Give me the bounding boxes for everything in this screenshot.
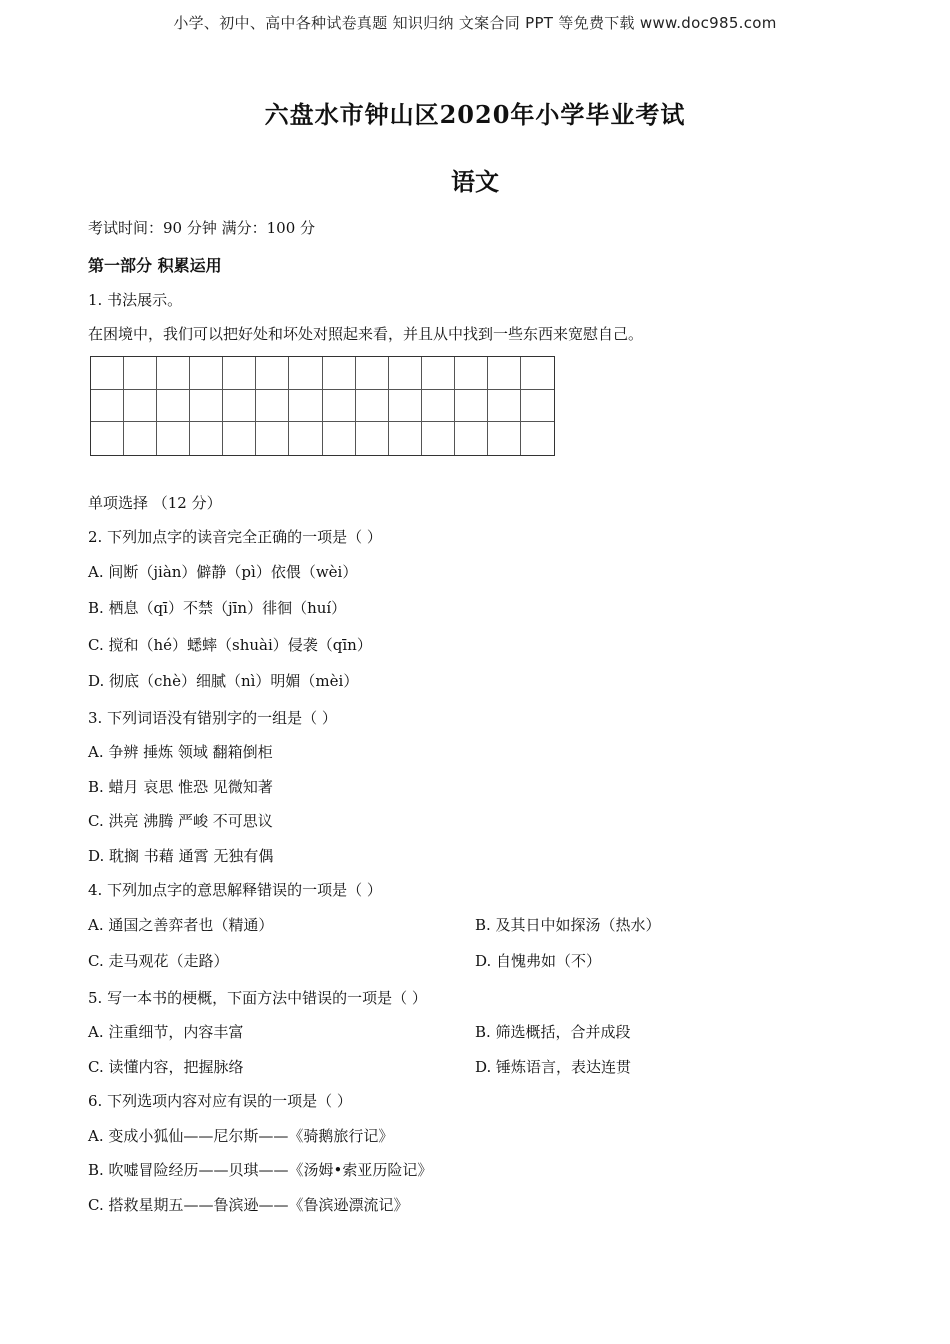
grid-cell: [190, 422, 223, 455]
q4-option-c: C. 走马观花（走路）: [88, 952, 229, 970]
q6-option-b: B. 吹嘘冒险经历——贝琪——《汤姆•索亚历险记》: [88, 1161, 433, 1179]
grid-cell: [488, 422, 521, 455]
grid-cell: [521, 390, 554, 423]
grid-cell: [323, 390, 356, 423]
grid-cell: [289, 422, 322, 455]
grid-cell: [289, 390, 322, 423]
grid-cell: [455, 390, 488, 423]
grid-cell: [91, 422, 124, 455]
exam-info: 考试时间：90 分钟 满分：100 分: [88, 219, 316, 237]
q3-stem: 3. 下列词语没有错别字的一组是（ ）: [88, 709, 337, 727]
grid-cell: [124, 390, 157, 423]
grid-cell: [488, 390, 521, 423]
grid-cell: [157, 357, 190, 390]
q2-stem: 2. 下列加点字的读音完全正确的一项是（ ）: [88, 528, 382, 546]
q6-option-a: A. 变成小狐仙——尼尔斯——《骑鹅旅行记》: [88, 1127, 394, 1145]
q3-option-c: C. 洪亮 沸腾 严峻 不可思议: [88, 812, 273, 830]
grid-cell: [455, 422, 488, 455]
grid-cell: [223, 357, 256, 390]
q5-option-d: D. 锤炼语言，表达连贯: [475, 1058, 632, 1076]
q5-option-b: B. 筛选概括，合并成段: [475, 1023, 631, 1041]
site-header-banner: 小学、初中、高中各种试卷真题 知识归纳 文案合同 PPT 等免费下载 www.doc985.com: [173, 14, 777, 32]
grid-cell: [256, 422, 289, 455]
q2-option-b: B. 栖息（qī）不禁（jīn）徘徊（huí）: [88, 599, 347, 617]
q2-option-a: A. 间断（jiàn）僻静（pì）依偎（wèi）: [88, 563, 358, 581]
q5-stem: 5. 写一本书的梗概，下面方法中错误的一项是（ ）: [88, 989, 427, 1007]
exam-title: 六盘水市钟山区2020年小学毕业考试: [264, 100, 686, 129]
grid-cell: [356, 390, 389, 423]
q6-option-c: C. 搭救星期五——鲁滨逊——《鲁滨逊漂流记》: [88, 1196, 409, 1214]
grid-cell: [223, 422, 256, 455]
exam-subject: 语文: [451, 167, 499, 196]
grid-cell: [223, 390, 256, 423]
grid-cell: [289, 357, 322, 390]
q2-option-c: C. 搅和（hé）蟋蟀（shuài）侵袭（qīn）: [88, 636, 372, 654]
q4-option-a: A. 通国之善弈者也（精通）: [88, 916, 274, 934]
grid-cell: [389, 390, 422, 423]
q3-option-d: D. 耽搁 书藉 通霄 无独有偶: [88, 847, 274, 865]
grid-cell: [157, 422, 190, 455]
q4-option-b: B. 及其日中如探汤（热水）: [475, 916, 661, 934]
q3-option-b: B. 蜡月 哀思 惟恐 见微知著: [88, 778, 273, 796]
grid-cell: [422, 357, 455, 390]
section-single-choice: 单项选择 （12 分）: [88, 494, 222, 512]
grid-cell: [323, 357, 356, 390]
grid-cell: [488, 357, 521, 390]
grid-cell: [389, 422, 422, 455]
q6-stem: 6. 下列选项内容对应有误的一项是（ ）: [88, 1092, 352, 1110]
grid-cell: [91, 390, 124, 423]
grid-cell: [389, 357, 422, 390]
grid-cell: [521, 357, 554, 390]
q2-option-d: D. 彻底（chè）细腻（nì）明媚（mèi）: [88, 672, 359, 690]
q1-stem: 1. 书法展示。: [88, 291, 183, 309]
grid-cell: [323, 422, 356, 455]
grid-cell: [256, 390, 289, 423]
q4-option-d: D. 自愧弗如（不）: [475, 952, 602, 970]
grid-cell: [356, 357, 389, 390]
q5-option-c: C. 读懂内容，把握脉络: [88, 1058, 244, 1076]
calligraphy-grid: [90, 356, 555, 456]
grid-cell: [356, 422, 389, 455]
grid-cell: [256, 357, 289, 390]
q1-text: 在困境中，我们可以把好处和坏处对照起来看，并且从中找到一些东西来宽慰自己。: [88, 325, 644, 343]
grid-cell: [521, 422, 554, 455]
grid-cell: [422, 390, 455, 423]
q3-option-a: A. 争辨 捶炼 领域 翻箱倒柜: [88, 743, 273, 761]
grid-cell: [157, 390, 190, 423]
grid-cell: [190, 390, 223, 423]
grid-cell: [190, 357, 223, 390]
grid-cell: [455, 357, 488, 390]
part1-heading: 第一部分 积累运用: [88, 256, 222, 275]
q4-stem: 4. 下列加点字的意思解释错误的一项是（ ）: [88, 881, 382, 899]
grid-cell: [124, 357, 157, 390]
grid-cell: [124, 422, 157, 455]
grid-cell: [422, 422, 455, 455]
q5-option-a: A. 注重细节，内容丰富: [88, 1023, 244, 1041]
grid-cell: [91, 357, 124, 390]
